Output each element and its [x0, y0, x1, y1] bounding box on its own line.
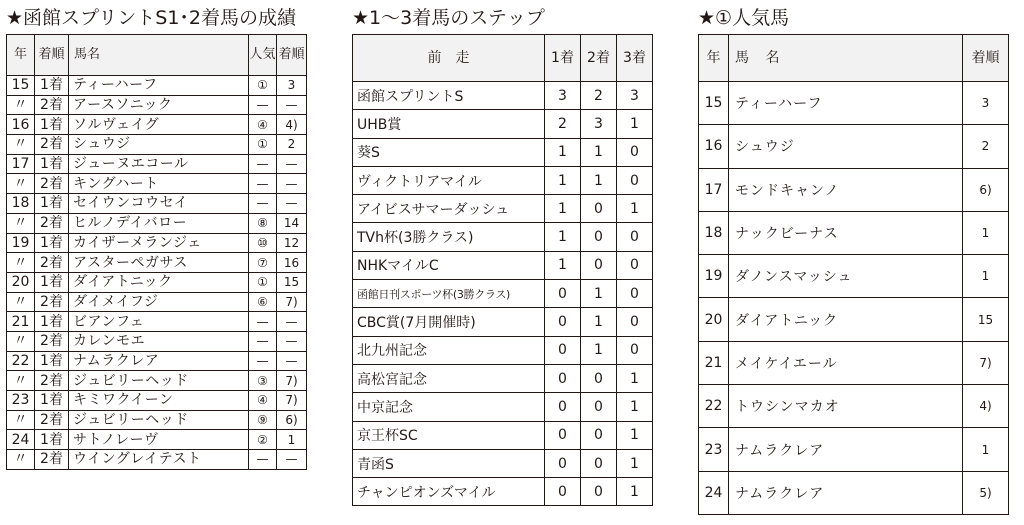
- year-cell: 24: [699, 471, 729, 514]
- first-count-cell: 1: [545, 195, 581, 223]
- table-row: [7, 76, 307, 96]
- horse-name-cell: ビアンフェ: [69, 312, 249, 332]
- first-count-cell: 1: [545, 223, 581, 251]
- rank-cell: 2着: [35, 292, 69, 312]
- horse-name-cell: キングハート: [69, 174, 249, 194]
- horse-name-cell: ダイメイフジ: [69, 292, 249, 312]
- rank-cell: 1着: [35, 76, 69, 96]
- third-count-cell: 1: [617, 195, 653, 223]
- second-count-cell: 0: [581, 421, 617, 449]
- table-row: [353, 336, 653, 364]
- year-cell: 16: [7, 115, 35, 135]
- table-row: [7, 272, 307, 292]
- finish-cell: —: [277, 95, 307, 115]
- previous-race-cell: 函館スプリントS: [353, 82, 545, 110]
- first-count-cell: 0: [545, 393, 581, 421]
- table-header-row: [7, 35, 307, 76]
- second-count-cell: 0: [581, 195, 617, 223]
- horse-name-cell: シュウジ: [729, 125, 963, 168]
- year-cell: 16: [699, 125, 729, 168]
- first-count-cell: 3: [545, 82, 581, 110]
- table-row: [353, 308, 653, 336]
- finish-cell: 15: [963, 298, 1009, 341]
- rank-cell: 2着: [35, 135, 69, 155]
- popularity-cell: —: [249, 95, 277, 115]
- table-row: [699, 385, 1009, 428]
- horse-name-cell: ダイアトニック: [69, 272, 249, 292]
- header-previous-race: 前 走: [353, 35, 545, 82]
- table-row: [7, 213, 307, 233]
- third-count-cell: 0: [617, 138, 653, 166]
- horse-name-cell: セイウンコウセイ: [69, 194, 249, 214]
- table-row: [7, 391, 307, 411]
- year-cell: 18: [699, 211, 729, 254]
- header-third: 3着: [617, 35, 653, 82]
- year-cell: 21: [7, 312, 35, 332]
- popularity-cell: —: [249, 194, 277, 214]
- popularity-cell: ①: [249, 272, 277, 292]
- table-row: [699, 211, 1009, 254]
- first-count-cell: 1: [545, 166, 581, 194]
- popularity-cell: ⑩: [249, 233, 277, 253]
- horse-name-cell: ダイアトニック: [729, 298, 963, 341]
- second-count-cell: 0: [581, 223, 617, 251]
- table-row: [7, 253, 307, 273]
- rank-cell: 1着: [35, 391, 69, 411]
- previous-race-cell: UHB賞: [353, 110, 545, 138]
- first-count-cell: 1: [545, 251, 581, 279]
- table-row: [353, 449, 653, 477]
- horse-name-cell: トウシンマカオ: [729, 385, 963, 428]
- popularity-cell: ①: [249, 135, 277, 155]
- finish-cell: 15: [277, 272, 307, 292]
- header-horse: 馬 名: [729, 35, 963, 82]
- first-count-cell: 2: [545, 110, 581, 138]
- horse-name-cell: ティーハーフ: [729, 82, 963, 125]
- second-count-cell: 1: [581, 336, 617, 364]
- popularity-cell: —: [249, 174, 277, 194]
- header-year: 年: [7, 35, 35, 76]
- previous-race-cell: 北九州記念: [353, 336, 545, 364]
- second-count-cell: 2: [581, 82, 617, 110]
- popularity-cell: ②: [249, 430, 277, 450]
- favorite-horse-table: [698, 34, 1009, 515]
- table-row: [7, 312, 307, 332]
- year-cell: 15: [699, 82, 729, 125]
- header-popularity: 人気: [249, 35, 277, 76]
- year-cell: 19: [7, 233, 35, 253]
- rank-cell: 1着: [35, 430, 69, 450]
- first-count-cell: 0: [545, 478, 581, 506]
- third-count-cell: 1: [617, 421, 653, 449]
- second-count-cell: 0: [581, 251, 617, 279]
- horse-name-cell: アースソニック: [69, 95, 249, 115]
- rank-cell: 2着: [35, 253, 69, 273]
- previous-race-cell: 函館日刊スポーツ杯(3勝クラス): [353, 280, 545, 308]
- rank-cell: 2着: [35, 410, 69, 430]
- header-horse: 馬名: [69, 35, 249, 76]
- first-count-cell: 0: [545, 280, 581, 308]
- rank-cell: 1着: [35, 194, 69, 214]
- first-count-cell: 0: [545, 308, 581, 336]
- table-row: [7, 233, 307, 253]
- horse-name-cell: ナムラクレア: [729, 428, 963, 471]
- table-row: [7, 292, 307, 312]
- third-count-cell: 0: [617, 251, 653, 279]
- horse-name-cell: モンドキャンノ: [729, 168, 963, 211]
- rank-cell: 1着: [35, 115, 69, 135]
- table-row: [7, 135, 307, 155]
- first-count-cell: 0: [545, 421, 581, 449]
- header-finish: 着順: [963, 35, 1009, 82]
- third-count-cell: 0: [617, 280, 653, 308]
- finish-cell: —: [277, 174, 307, 194]
- rank-cell: 2着: [35, 371, 69, 391]
- previous-race-cell: 青函S: [353, 449, 545, 477]
- finish-cell: 14: [277, 213, 307, 233]
- table-row: [699, 341, 1009, 384]
- table-row: [699, 298, 1009, 341]
- horse-name-cell: ナムラクレア: [729, 471, 963, 514]
- horse-name-cell: カイザーメランジェ: [69, 233, 249, 253]
- year-cell: 15: [7, 76, 35, 96]
- horse-name-cell: ティーハーフ: [69, 76, 249, 96]
- finish-cell: —: [277, 194, 307, 214]
- table-row: [7, 430, 307, 450]
- table-row: [699, 471, 1009, 514]
- third-count-cell: 1: [617, 393, 653, 421]
- previous-race-cell: 葵S: [353, 138, 545, 166]
- horse-name-cell: シュウジ: [69, 135, 249, 155]
- previous-race-cell: 京王杯SC: [353, 421, 545, 449]
- previous-race-cell: TVh杯(3勝クラス): [353, 223, 545, 251]
- horse-name-cell: ソルヴェイグ: [69, 115, 249, 135]
- table-row: [353, 223, 653, 251]
- year-cell: 23: [7, 391, 35, 411]
- third-count-cell: 0: [617, 223, 653, 251]
- second-count-cell: 1: [581, 308, 617, 336]
- table-row: [699, 255, 1009, 298]
- finish-cell: 1: [963, 428, 1009, 471]
- popularity-cell: ⑧: [249, 213, 277, 233]
- previous-race-cell: NHKマイルC: [353, 251, 545, 279]
- previous-race-table: [352, 34, 653, 506]
- rank-cell: 2着: [35, 450, 69, 470]
- horse-name-cell: ヒルノデイバロー: [69, 213, 249, 233]
- table-row: [7, 410, 307, 430]
- year-cell: 20: [699, 298, 729, 341]
- table-header-row: [353, 35, 653, 82]
- rank-cell: 1着: [35, 154, 69, 174]
- year-cell: 18: [7, 194, 35, 214]
- first-count-cell: 1: [545, 138, 581, 166]
- finish-cell: 2: [277, 135, 307, 155]
- horse-name-cell: ジュビリーヘッド: [69, 410, 249, 430]
- third-count-cell: 1: [617, 364, 653, 392]
- table-row: [7, 194, 307, 214]
- previous-race-cell: アイビスサマーダッシュ: [353, 195, 545, 223]
- rank-cell: 2着: [35, 331, 69, 351]
- popularity-cell: ⑥: [249, 292, 277, 312]
- year-cell: 〃: [7, 371, 35, 391]
- year-cell: 23: [699, 428, 729, 471]
- finish-cell: 3: [963, 82, 1009, 125]
- year-cell: 20: [7, 272, 35, 292]
- table-row: [353, 251, 653, 279]
- finish-cell: 1: [963, 255, 1009, 298]
- rank-cell: 1着: [35, 312, 69, 332]
- first-count-cell: 0: [545, 364, 581, 392]
- finish-cell: 4): [277, 115, 307, 135]
- popularity-cell: ④: [249, 115, 277, 135]
- popularity-cell: ⑦: [249, 253, 277, 273]
- second-count-cell: 1: [581, 280, 617, 308]
- year-cell: 24: [7, 430, 35, 450]
- table-row: [7, 174, 307, 194]
- table-row: [353, 166, 653, 194]
- table-row: [7, 450, 307, 470]
- finish-cell: 1: [963, 211, 1009, 254]
- table-row: [353, 393, 653, 421]
- table3-title: ★①人気馬: [698, 7, 790, 29]
- year-cell: 〃: [7, 410, 35, 430]
- header-second: 2着: [581, 35, 617, 82]
- horse-name-cell: カレンモエ: [69, 331, 249, 351]
- year-cell: 19: [699, 255, 729, 298]
- year-cell: 22: [699, 385, 729, 428]
- year-cell: 〃: [7, 253, 35, 273]
- rank-cell: 2着: [35, 213, 69, 233]
- popularity-cell: —: [249, 312, 277, 332]
- year-cell: 〃: [7, 135, 35, 155]
- second-count-cell: 0: [581, 449, 617, 477]
- table-row: [699, 82, 1009, 125]
- table-row: [7, 115, 307, 135]
- horse-name-cell: ウイングレイテスト: [69, 450, 249, 470]
- rank-cell: 1着: [35, 233, 69, 253]
- second-count-cell: 3: [581, 110, 617, 138]
- header-rank: 着順: [35, 35, 69, 76]
- header-first: 1着: [545, 35, 581, 82]
- third-count-cell: 0: [617, 336, 653, 364]
- third-count-cell: 0: [617, 308, 653, 336]
- table-row: [353, 478, 653, 506]
- finish-cell: —: [277, 154, 307, 174]
- previous-race-cell: チャンピオンズマイル: [353, 478, 545, 506]
- previous-race-cell: 高松宮記念: [353, 364, 545, 392]
- rank-cell: 2着: [35, 95, 69, 115]
- horse-name-cell: キミワクイーン: [69, 391, 249, 411]
- previous-race-cell: 中京記念: [353, 393, 545, 421]
- horse-name-cell: サトノレーヴ: [69, 430, 249, 450]
- third-count-cell: 3: [617, 82, 653, 110]
- second-count-cell: 1: [581, 138, 617, 166]
- popularity-cell: ③: [249, 371, 277, 391]
- table-row: [353, 421, 653, 449]
- rank-cell: 2着: [35, 174, 69, 194]
- finish-cell: —: [277, 450, 307, 470]
- year-cell: 〃: [7, 292, 35, 312]
- year-cell: 〃: [7, 450, 35, 470]
- popularity-cell: —: [249, 331, 277, 351]
- horse-name-cell: ナムラクレア: [69, 351, 249, 371]
- table-header-row: [699, 35, 1009, 82]
- finish-cell: 3: [277, 76, 307, 96]
- horse-name-cell: ナックビーナス: [729, 211, 963, 254]
- popularity-cell: ④: [249, 391, 277, 411]
- first-count-cell: 0: [545, 449, 581, 477]
- previous-race-cell: CBC賞(7月開催時): [353, 308, 545, 336]
- table-row: [7, 331, 307, 351]
- horse-name-cell: ジューヌエコール: [69, 154, 249, 174]
- horse-name-cell: アスターペガサス: [69, 253, 249, 273]
- third-count-cell: 1: [617, 478, 653, 506]
- year-cell: 〃: [7, 174, 35, 194]
- year-cell: 〃: [7, 95, 35, 115]
- table-row: [7, 154, 307, 174]
- first-count-cell: 0: [545, 336, 581, 364]
- year-cell: 〃: [7, 213, 35, 233]
- year-cell: 21: [699, 341, 729, 384]
- previous-race-cell: ヴィクトリアマイル: [353, 166, 545, 194]
- finish-cell: 1: [277, 430, 307, 450]
- third-count-cell: 0: [617, 166, 653, 194]
- year-cell: 22: [7, 351, 35, 371]
- table-row: [699, 428, 1009, 471]
- table-row: [353, 82, 653, 110]
- table2-title: ★1〜3着馬のステップ: [352, 7, 545, 29]
- header-year: 年: [699, 35, 729, 82]
- rank-cell: 1着: [35, 272, 69, 292]
- year-cell: 17: [699, 168, 729, 211]
- table-row: [353, 138, 653, 166]
- finish-cell: 6): [277, 410, 307, 430]
- table1-title: ★函館スプリントS1･2着馬の成績: [6, 7, 297, 29]
- header-finish: 着順: [277, 35, 307, 76]
- table-row: [353, 110, 653, 138]
- second-count-cell: 0: [581, 393, 617, 421]
- finish-cell: 7): [277, 391, 307, 411]
- finish-cell: —: [277, 351, 307, 371]
- finish-cell: —: [277, 312, 307, 332]
- popularity-cell: —: [249, 450, 277, 470]
- second-count-cell: 0: [581, 364, 617, 392]
- third-count-cell: 1: [617, 110, 653, 138]
- table-row: [699, 168, 1009, 211]
- table-row: [353, 364, 653, 392]
- finish-cell: 2: [963, 125, 1009, 168]
- table-row: [7, 351, 307, 371]
- finish-cell: 7): [963, 341, 1009, 384]
- popularity-cell: ⑨: [249, 410, 277, 430]
- table-row: [353, 195, 653, 223]
- table-row: [7, 95, 307, 115]
- year-cell: 〃: [7, 331, 35, 351]
- rank-cell: 1着: [35, 351, 69, 371]
- popularity-cell: —: [249, 154, 277, 174]
- winners-results-table: [6, 34, 307, 470]
- finish-cell: —: [277, 331, 307, 351]
- finish-cell: 7): [277, 292, 307, 312]
- finish-cell: 4): [963, 385, 1009, 428]
- finish-cell: 5): [963, 471, 1009, 514]
- popularity-cell: —: [249, 351, 277, 371]
- third-count-cell: 1: [617, 449, 653, 477]
- table-row: [353, 280, 653, 308]
- horse-name-cell: ダノンスマッシュ: [729, 255, 963, 298]
- popularity-cell: ①: [249, 76, 277, 96]
- finish-cell: 6): [963, 168, 1009, 211]
- second-count-cell: 0: [581, 478, 617, 506]
- second-count-cell: 1: [581, 166, 617, 194]
- table-row: [7, 371, 307, 391]
- table-row: [699, 125, 1009, 168]
- finish-cell: 16: [277, 253, 307, 273]
- horse-name-cell: メイケイエール: [729, 341, 963, 384]
- year-cell: 17: [7, 154, 35, 174]
- finish-cell: 7): [277, 371, 307, 391]
- finish-cell: 12: [277, 233, 307, 253]
- horse-name-cell: ジュビリーヘッド: [69, 371, 249, 391]
